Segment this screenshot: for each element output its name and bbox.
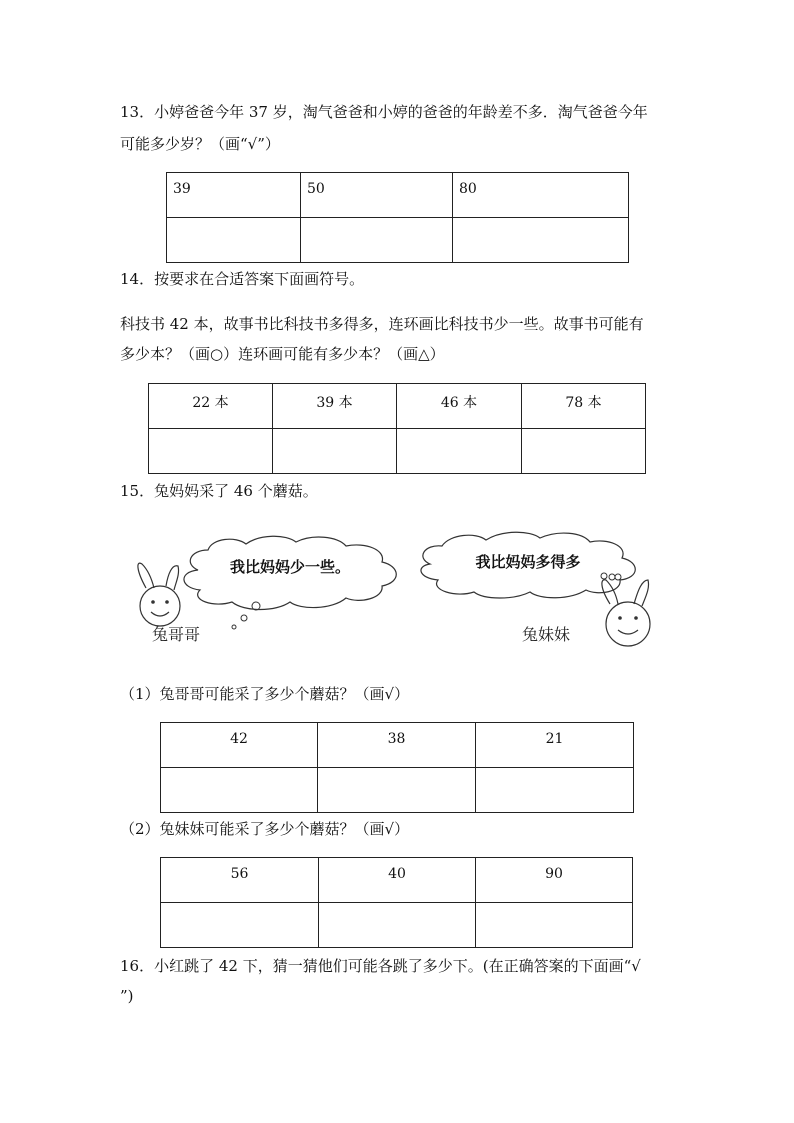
q13-answer-cell[interactable] [453, 218, 629, 263]
thought-dot [232, 625, 236, 629]
q14-option-cell: 46 本 [397, 384, 522, 429]
q15-sub1-option-cell: 42 [161, 723, 318, 768]
q15-sub2-option-cell: 40 [319, 858, 476, 903]
q14-answer-cell[interactable] [522, 429, 646, 474]
q15-sub1-text: （1）兔哥哥可能采了多少个蘑菇？（画√） [120, 685, 410, 703]
thought-dot [601, 573, 607, 579]
q13-answer-cell[interactable] [301, 218, 453, 263]
q14-option-cell: 78 本 [522, 384, 646, 429]
q14-text-line3: 多少本？（画○）连环画可能有多少本？（画△） [120, 345, 445, 363]
q15-sub1-option-cell: 21 [476, 723, 634, 768]
q14-text-line2: 科技书 42 本，故事书比科技书多得多，连环画比科技书少一些。故事书可能有 [120, 315, 644, 333]
rabbits-illustration [120, 530, 670, 660]
q13-text-line2: 可能多少岁？（画“√”） [120, 135, 280, 153]
q14-option-cell: 39 本 [273, 384, 397, 429]
right-bubble-text: 我比妈妈多得多 [475, 553, 581, 571]
rabbit-sister-icon [602, 580, 650, 646]
q15-sub2-option-cell: 56 [161, 858, 319, 903]
q14-answer-table [148, 383, 646, 474]
q13-option-cell: 39 [167, 173, 301, 218]
q16-text-line2: ”) [120, 987, 134, 1005]
thought-dot [609, 574, 615, 580]
q15-sub1-answer-cell[interactable] [476, 768, 634, 813]
q15-text-line1: 15．兔妈妈采了 46 个蘑菇。 [120, 482, 318, 500]
left-bubble-text: 我比妈妈少一些。 [229, 558, 351, 576]
q15-sub1-option-cell: 38 [318, 723, 476, 768]
q14-text-line1: 14．按要求在合适答案下面画符号。 [120, 270, 365, 288]
q13-answer-cell[interactable] [167, 218, 301, 263]
rabbit-brother-label: 兔哥哥 [151, 625, 201, 644]
q13-option-cell: 80 [453, 173, 629, 218]
q15-sub2-text: （2）兔妹妹可能采了多少个蘑菇？（画√） [120, 820, 410, 838]
q15-sub2-answer-cell[interactable] [476, 903, 633, 948]
rabbit-sister-label: 兔妹妹 [521, 625, 571, 644]
q15-sub2-answer-cell[interactable] [319, 903, 476, 948]
q16-text-line1: 16．小红跳了 42 下，猜一猜他们可能各跳了多少下。(在正确答案的下面画“√ [120, 957, 641, 975]
q14-answer-cell[interactable] [397, 429, 522, 474]
q14-answer-cell[interactable] [149, 429, 273, 474]
thought-dot [252, 602, 260, 610]
q15-sub1-table [160, 722, 634, 813]
q13-answer-table [166, 172, 629, 263]
q15-sub1-answer-cell[interactable] [161, 768, 318, 813]
q13-option-cell: 50 [301, 173, 453, 218]
q15-sub2-option-cell: 90 [476, 858, 633, 903]
thought-dot [241, 615, 247, 621]
q15-sub1-answer-cell[interactable] [318, 768, 476, 813]
q15-sub2-answer-cell[interactable] [161, 903, 319, 948]
q15-sub2-table [160, 857, 633, 948]
thought-dot [615, 574, 621, 580]
q14-answer-cell[interactable] [273, 429, 397, 474]
rabbit-brother-icon [138, 563, 180, 626]
q14-option-cell: 22 本 [149, 384, 273, 429]
q13-text-line1: 13．小婷爸爸今年 37 岁，淘气爸爸和小婷的爸爸的年龄差不多．淘气爸爸今年 [120, 103, 648, 121]
